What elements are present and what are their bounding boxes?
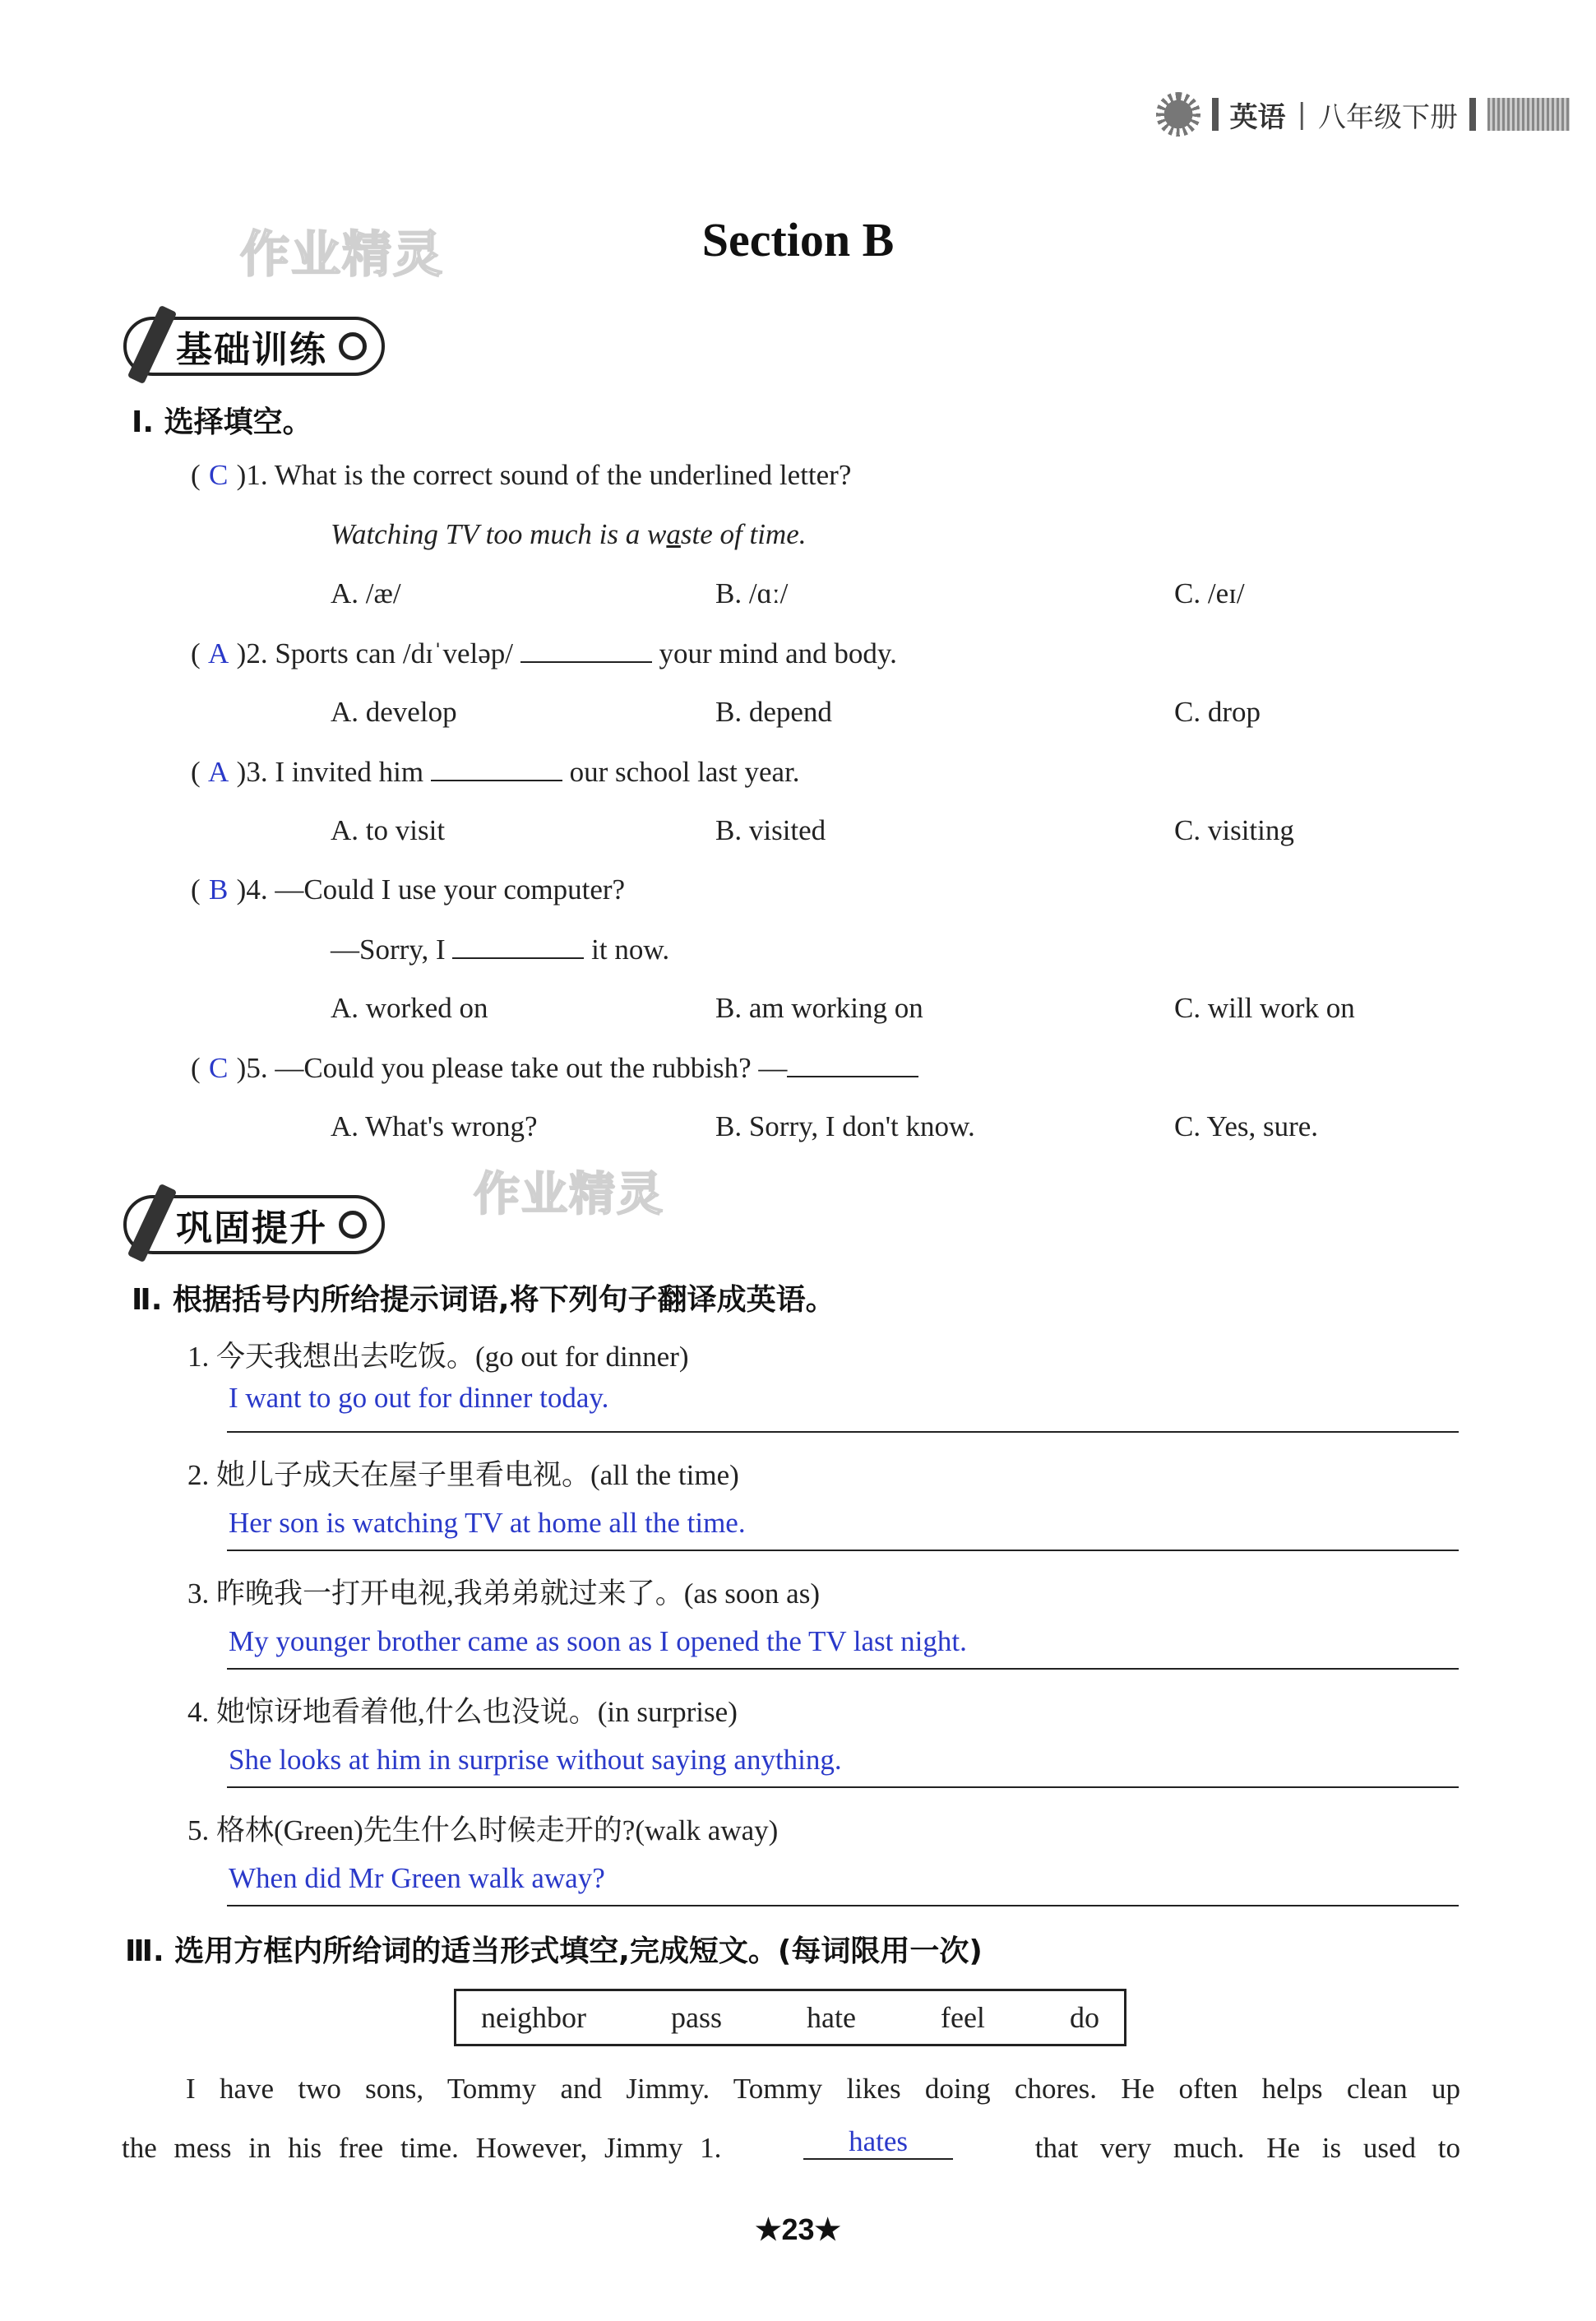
option-a: A. develop	[331, 696, 457, 728]
option-c: C. /eɪ/	[1174, 577, 1245, 609]
answer-line	[227, 1905, 1459, 1906]
option-a: A. worked on	[331, 992, 488, 1024]
question-number: 3.	[246, 756, 268, 788]
ring-icon	[339, 332, 367, 360]
answer-mark: C	[208, 459, 229, 491]
passage-line: the mess in his free time. However, Jimmy 1. hates that very much. He is used to	[122, 2125, 1460, 2164]
answer-blank[interactable]	[787, 1051, 918, 1077]
section-heading: Ⅰ. 选择填空。	[132, 405, 312, 439]
question-4: ( B )4. —Could I use your computer?	[191, 873, 626, 906]
translation-answer[interactable]: Her son is watching TV at home all the time.	[229, 1507, 746, 1539]
question-number: 4.	[246, 873, 268, 906]
question-1: ( C )1. What is the correct sound of the underlined letter?	[191, 459, 852, 491]
option-a: A. to visit	[331, 814, 446, 846]
question-4-reply: —Sorry, I it now.	[331, 933, 670, 966]
translation-item: 3. 昨晚我一打开电视,我弟弟就过来了。(as soon as)	[187, 1577, 820, 1610]
answer-line	[227, 1431, 1459, 1433]
answer-line	[227, 1550, 1459, 1551]
question-stem: —Could I use your computer?	[275, 873, 626, 906]
question-5: ( C )5. —Could you please take out the rubbish? —	[191, 1051, 918, 1085]
answer-blank[interactable]	[431, 755, 562, 781]
underlined-letter: a	[666, 518, 681, 550]
question-number: 5.	[246, 1052, 268, 1084]
answer-mark: C	[208, 1052, 229, 1084]
header-strip	[1487, 98, 1570, 131]
option-b: B. Sorry, I don't know.	[715, 1110, 975, 1142]
page-title: Section B	[701, 213, 895, 266]
option-b: B. /ɑː/	[715, 577, 789, 609]
translation-answer[interactable]: I want to go out for dinner today.	[229, 1382, 609, 1414]
badge-label: 基础训练	[176, 329, 327, 371]
option-a: A. /æ/	[331, 577, 401, 609]
word: neighbor	[481, 2001, 586, 2034]
translation-answer[interactable]: My younger brother came as soon as I opened the TV last night.	[229, 1625, 967, 1657]
option-b: B. am working on	[715, 992, 923, 1024]
option-c: C. visiting	[1174, 814, 1294, 846]
option-c: C. will work on	[1174, 992, 1355, 1024]
option-b: B. depend	[715, 696, 832, 728]
word: do	[1069, 2001, 1099, 2034]
star-icon: ★	[814, 2212, 841, 2246]
answer-blank[interactable]	[520, 637, 652, 663]
section-heading: Ⅲ. 选用方框内所给词的适当形式填空,完成短文。(每词限用一次)	[125, 1934, 983, 1968]
grade-label: 八年级下册	[1318, 100, 1458, 134]
answer-mark: A	[208, 637, 229, 669]
answer-blank[interactable]: hates	[803, 2125, 953, 2160]
ring-icon	[339, 1211, 367, 1239]
answer-blank[interactable]	[452, 933, 584, 959]
option-a: A. What's wrong?	[331, 1110, 538, 1142]
pencil-icon	[127, 305, 178, 384]
question-number: 2.	[246, 637, 268, 669]
subject-label: 英语	[1229, 100, 1286, 134]
watermark: 作业精灵	[474, 1168, 664, 1221]
divider	[1469, 98, 1476, 131]
sun-icon	[1156, 92, 1200, 137]
answer-mark: B	[208, 873, 229, 906]
star-icon: ★	[755, 2212, 782, 2246]
badge-label: 巩固提升	[176, 1207, 327, 1249]
question-1-sentence: Watching TV too much is a waste of time.	[331, 518, 807, 550]
option-c: C. drop	[1174, 696, 1261, 728]
separator: |	[1297, 98, 1307, 131]
translation-item: 4. 她惊讶地看着他,什么也没说。(in surprise)	[187, 1696, 738, 1728]
word: feel	[940, 2001, 985, 2034]
answer-line	[227, 1668, 1459, 1670]
translation-item: 1. 今天我想出去吃饭。(go out for dinner)	[187, 1341, 689, 1373]
page-number: ★23★	[755, 2212, 841, 2246]
word: pass	[670, 2001, 722, 2034]
answer-line	[227, 1786, 1459, 1788]
question-3: ( A )3. I invited him our school last year.	[191, 756, 800, 788]
badge-basic	[123, 317, 385, 376]
option-c: C. Yes, sure.	[1174, 1110, 1319, 1142]
question-2: ( A )2. Sports can /dɪˈveləp/ your mind and body.	[191, 637, 897, 669]
translation-answer[interactable]: When did Mr Green walk away?	[229, 1862, 605, 1894]
section-heading: Ⅱ. 根据括号内所给提示词语,将下列句子翻译成英语。	[132, 1283, 835, 1317]
watermark: 作业精灵	[240, 226, 444, 284]
question-stem: What is the correct sound of the underlined letter?	[274, 459, 852, 491]
badge-advanced	[123, 1195, 385, 1254]
question-number: 1.	[246, 459, 268, 491]
option-b: B. visited	[715, 814, 826, 846]
translation-item: 2. 她儿子成天在屋子里看电视。(all the time)	[187, 1459, 739, 1491]
word: hate	[807, 2001, 856, 2034]
translation-item: 5. 格林(Green)先生什么时候走开的?(walk away)	[187, 1814, 779, 1846]
translation-answer[interactable]: She looks at him in surprise without saying anything.	[229, 1744, 842, 1776]
passage-line: I have two sons, Tommy and Jimmy. Tommy likes doing chores. He often helps clean up	[186, 2073, 1460, 2105]
page-header	[1156, 90, 1570, 138]
pencil-icon	[127, 1184, 178, 1262]
divider	[1212, 98, 1219, 131]
word-box	[454, 1989, 1126, 2046]
answer-mark: A	[208, 756, 229, 788]
